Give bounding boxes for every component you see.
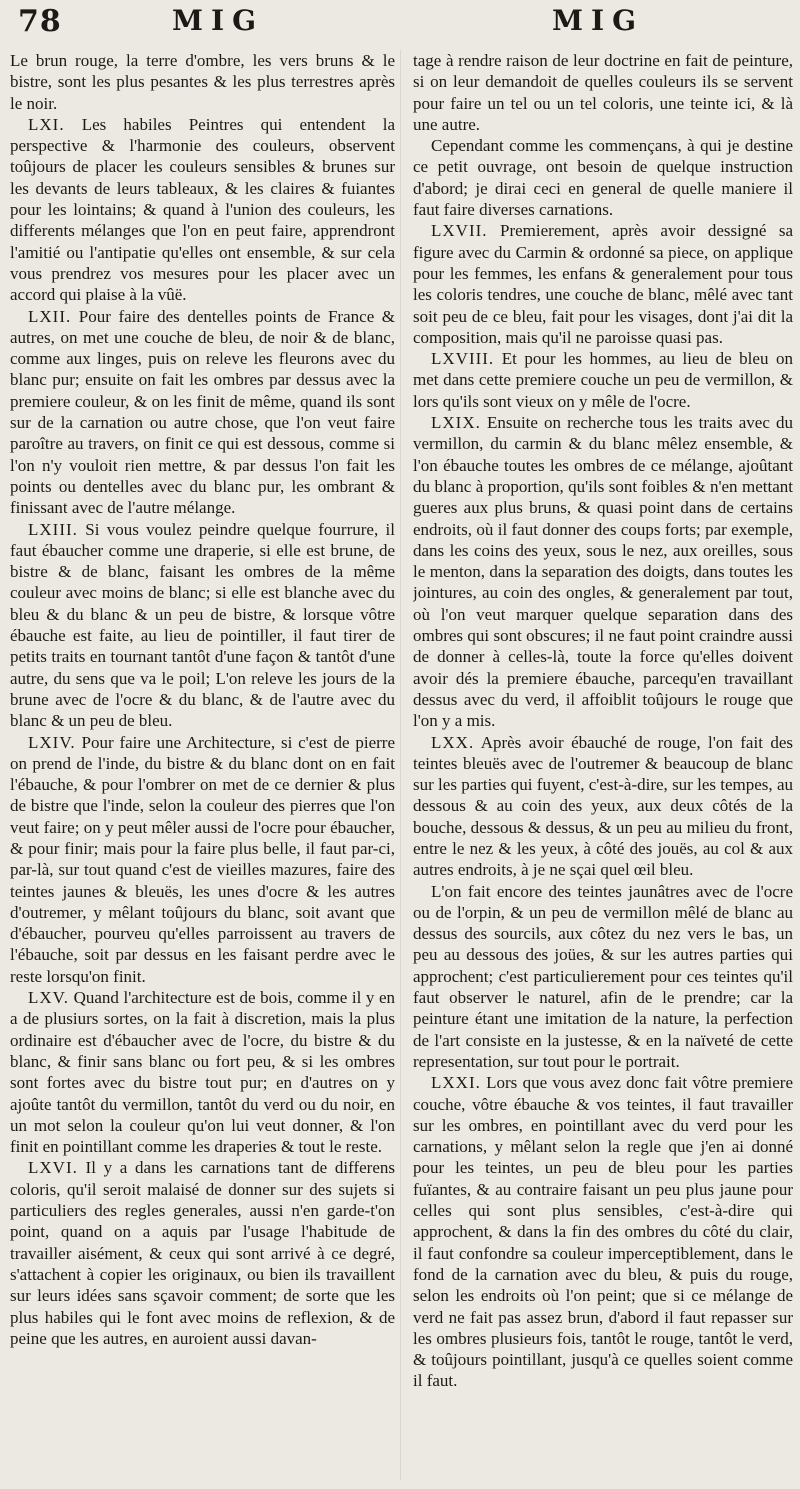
paragraph-text: Pour faire une Architecture, si c'est de pierre on prend de l'inde, du bistre & du blanc dont on en fait l'ébauche, & pour l'ombrer on met de ce dernier & plus de bistre que l'inde, selon la couleur des pierres que l'on veut faire; on y peut mêler aussi de l'ocre pour ébaucher, & pour finir; mais pour la faire plus belle, il faut par-ci, par-là, sur tout quand c'est de vieilles mazures, faire des teintes jaunes & bleuës, les unes d'ocre & les autres d'outremer, y mêlant toûjours du blanc, soit avant que d'ébaucher, pourveu qu'elles parroissent au travers de l'ébauche, soit par dessus en les faisant perdre avec le reste lorsqu'on finit. <box>10 732 395 986</box>
paragraph-text: Si vous voulez peindre quelque fourrure, il faut ébaucher comme une draperie, si elle est brune, de bistre & de blanc, faisant les ombres de la même couleur avec moins de blanc; si elle est blanche avec du bleu & du blanc & un peu de bistre, & lorsque vôtre ébauche est faite, au lieu de pointiller, il faut tirer de petits traits en tournant tantôt d'une façon & tantôt d'une autre, du sens que va le poil; L'on releve les jours de la brune avec de l'ocre & du blanc, & de l'autre avec du blanc & un peu de bleu. <box>10 519 395 731</box>
paragraph-text: Ensuite on recherche tous les traits avec du vermillon, du carmin & du blanc mêlez ensemble, & l'on ébauche toutes les ombres de ce mélange, ajoûtant du blanc à proportion, qu'ils sont foibles & n'en mettant gueres aux plus bruns, & quasi point dans de certains endroits, où il faut donner des coups forts; par exemple, dans les coins des yeux, sous le nez, aux oreilles, sous le menton, dans la separation des doigts, dans toutes les jointures, au coin des ongles, & generalement par tout, où l'on veut marquer quelque separation dans des ombres qui sont obscures; il ne faut point craindre aussi de donner à celles-là, toute la force qu'elles doivent avoir dés la premiere ébauche, parcequ'en travaillant dessus avec du verd, il affoiblit toûjours le rouge que l'on y a mis. <box>413 413 793 731</box>
paragraph-text: Le brun rouge, la terre d'ombre, les vers bruns & le bistre, sont les plus pesantes & les plus terrestres après le noir. <box>10 51 395 113</box>
column-gutter <box>400 50 401 1480</box>
paragraph <box>413 348 793 412</box>
right-column <box>413 50 793 1480</box>
section-number: LXVIII. <box>431 349 495 369</box>
running-head-right: MIG <box>552 4 645 37</box>
paragraph <box>413 732 793 881</box>
paragraph <box>10 114 395 306</box>
paragraph <box>10 519 395 732</box>
paragraph <box>10 732 395 988</box>
paragraph <box>10 50 395 114</box>
paragraph <box>10 306 395 519</box>
paragraph <box>413 50 793 135</box>
paragraph <box>413 1072 793 1391</box>
paragraph-text: Les habiles Peintres qui entendent la perspective & l'harmonie des couleurs, observent toûjours de placer les couleurs sensibles & brunes sur les devants de leurs tableaux, & les claires & fuiantes pour les lointains; & quand à l'union des couleurs, les differents mélanges que l'on en peut faire, apprendront l'amitié ou l'antipatie qu'elles ont ensemble, & sur cela vous prendrez vos mesures pour les placer avec un accord qui plaise à la vûë. <box>10 114 395 305</box>
section-number: LXIV. <box>28 732 76 752</box>
paragraph <box>10 987 395 1157</box>
paragraph <box>10 1157 395 1349</box>
paragraph-text: Cependant comme les commençans, à qui je destine ce petit ouvrage, ont besoin de quelque instruction d'abord; je dirai ceci en general de quelle maniere il faut faire diverses carnations. <box>413 136 793 220</box>
paragraph-text: Pour faire des dentelles points de France & autres, on met une couche de bleu, de noir & de blanc, comme aux linges, puis on releve les fleurons avec du blanc pur; ensuite on fait les ombres par dessus avec la premiere couleur, & on les finit de même, quand ils sont sur de la carnation ou autre chose, que l'on veut faire paroître au travers, on finit ce qui est dessous, comme si l'on n'y vouloit rien mettre, & par dessus l'on fait les points ou dentelles avec du blanc pur, les ombrant & finissant avec de l'autre mélange. <box>10 306 395 518</box>
paragraph-text: Et pour les hommes, au lieu de bleu on met dans cette premiere couche un peu de vermillon, & lors qu'ils sont vieux on y mêle de l'ocre. <box>413 349 793 411</box>
section-number: LXVII. <box>431 221 488 241</box>
paragraph <box>413 135 793 220</box>
section-number: LXI. <box>28 114 65 134</box>
page-number: 78 <box>18 4 62 39</box>
section-number: LXVI. <box>28 1158 78 1178</box>
running-head-left: MIG <box>172 4 265 37</box>
paragraph <box>413 220 793 348</box>
section-number: LXXI. <box>431 1073 481 1093</box>
paragraph <box>413 412 793 731</box>
paragraph-text: Premierement, après avoir dessigné sa figure avec du Carmin & ordonné sa piece, on applique pour les femmes, les enfans & generalement pour tous les coloris tendres, une couche de blanc, mêlé avec tant soit peu de ce bleu, fait pour les visages, dont j'ai dit la composition, mais qu'il ne paroisse quasi pas. <box>413 221 793 347</box>
section-number: LXII. <box>28 306 72 326</box>
section-number: LXX. <box>431 732 475 752</box>
paragraph-text: Il y a dans les carnations tant de differens coloris, qu'il seroit malaisé de donner sur des sujets si particuliers des regles generales, aussi n'en garde-t'on point, quand on a aquis par l'usage l'habitude de travailler aisément, & ceux qui sont arrivé à ce degré, s'attachent à copier les originaux, ou bien ils travaillent sur leurs idées sans sçavoir comment; de sorte que les plus habiles qui le font avec moins de reflexion, & de peine que les autres, en auroient aussi davan- <box>10 1158 395 1348</box>
section-number: LXIII. <box>28 519 78 539</box>
section-number: LXIX. <box>431 413 481 433</box>
paragraph-text: L'on fait encore des teintes jaunâtres avec de l'ocre ou de l'orpin, & un peu de vermillon mêlé de blanc au dessus des sourcils, aux côtez du nez vers le bas, un peu au dessous des joües, & sur les autres parties qui approchent; c'est particulierement pour ces teintes qu'il faut observer le naturel, afin de le prendre; car la peinture étant une imitation de la nature, la perfection de l'art consiste en la justesse, & en la naïveté de cette representation, sur tout pour le portrait. <box>413 881 793 1071</box>
paragraph-text: Après avoir ébauché de rouge, l'on fait des teintes bleuës avec de l'outremer & beaucoup de blanc sur les parties qui fuyent, c'est-à-dire, sur les tempes, au dessous & au coin des yeux, aux deux côtés de la bouche, dessous & dessus, & un peu au milieu du front, entre le nez & les yeux, à côté des jouës, au col & aux autres endroits, à je ne sçai quel œil bleu. <box>413 732 793 880</box>
section-number: LXV. <box>28 988 69 1008</box>
paragraph <box>413 881 793 1073</box>
page-header <box>0 0 800 50</box>
paragraph-text: Quand l'architecture est de bois, comme il y en a de plusiurs sortes, on la fait à discretion, mais la plus ordinaire est d'ébaucher avec de l'ocre, du bistre & du blanc, & finir sans blanc ou fort peu, & si les ombres sont fortes avec du bistre tout pur; en d'autres on y ajoûte tantôt du vermillon, tantôt du verd ou du noir, en un mot selon la couleur qu'on lui veut donner, & l'on finit en pointillant comme les draperies & tout le reste. <box>10 988 395 1157</box>
paragraph-text: tage à rendre raison de leur doctrine en fait de peinture, si on leur demandoit de quelles couleurs ils se servent pour faire un tel ou un tel coloris, une teinte ici, & là une autre. <box>413 51 793 134</box>
left-column <box>10 50 395 1480</box>
paragraph-text: Lors que vous avez donc fait vôtre premiere couche, vôtre ébauche & vos teintes, il faut travailler sur les ombres, en pointillant avec du verd pour les carnations, y mêlant selon la regle que j'en ai donné pour les teintes, un peu de bleu pour les parties fuïantes, & au contraire faisant un peu plus jaune pour celles qui sont plus sensibles, c'est-à-dire qui approchent, & dans la fin des ombres du côté du clair, il faut confondre sa couleur imperceptiblement, dans le fond de la carnation avec du bleu, & puis du rouge, selon les endroits où l'on peint; que si ce mélange de verd ne fait pas assez brun, d'abord il faut repasser sur les ombres plusieurs fois, tantôt le rouge, tantôt le verd, & toûjours pointillant, jusqu'à ce quelles soient comme il faut. <box>413 1073 793 1391</box>
